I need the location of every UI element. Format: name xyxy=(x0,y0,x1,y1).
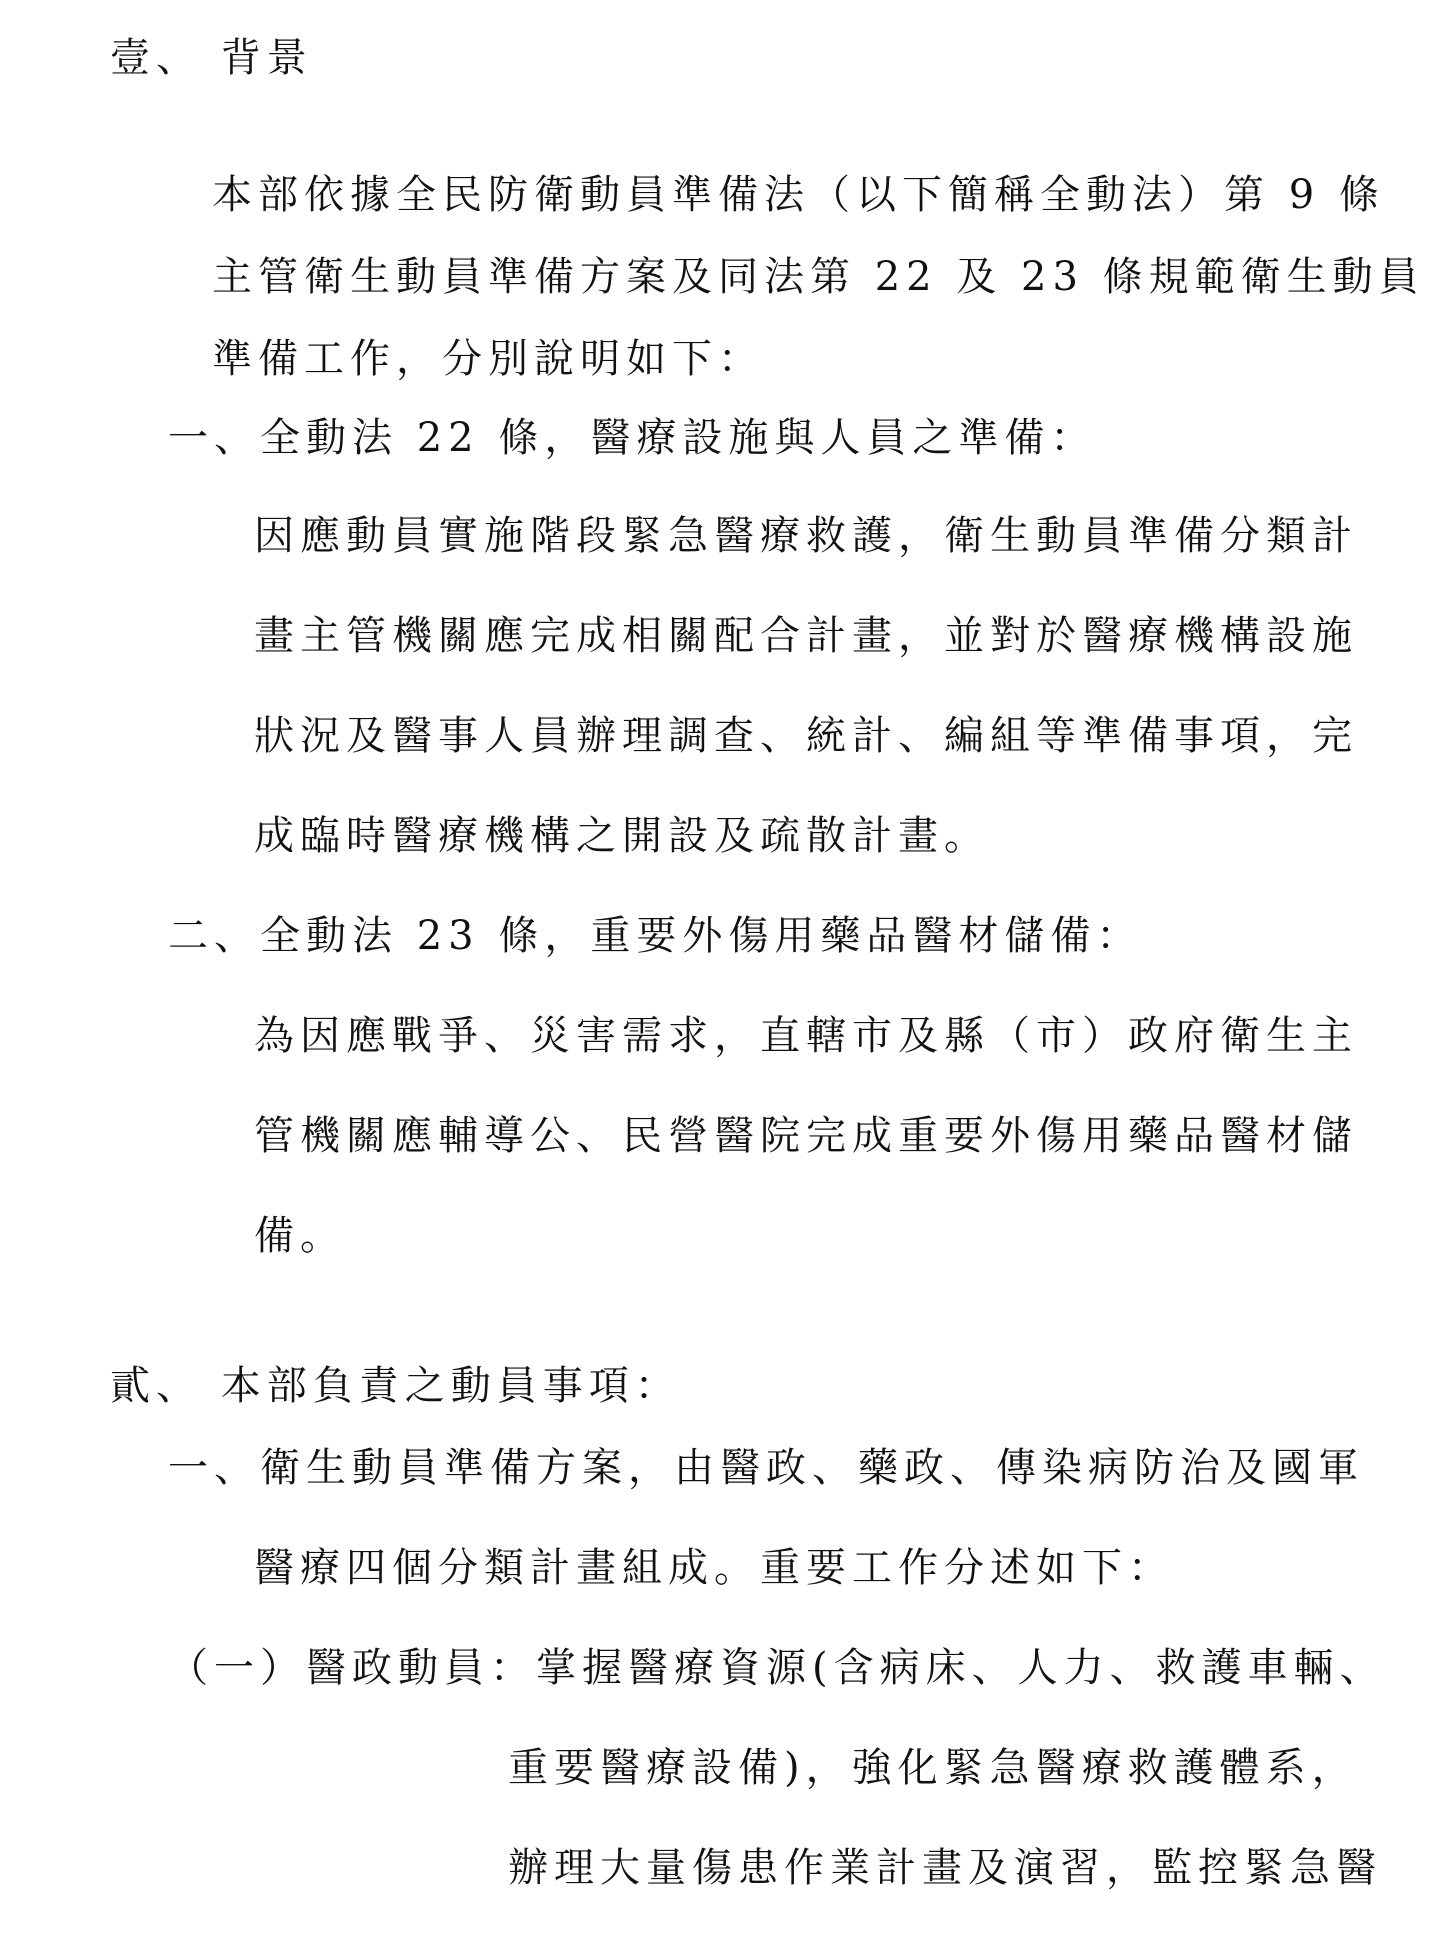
item-2-line-3: 備。 xyxy=(254,1213,346,1259)
subitem-1-line-3: 辦理大量傷患作業計畫及演習，監控緊急醫 xyxy=(508,1845,1382,1891)
intro-line-3: 準備工作，分別說明如下： xyxy=(212,336,764,382)
section-1-heading: 壹、 背景 xyxy=(110,35,313,81)
section-2-item-1-line-1: 一、衛生動員準備方案，由醫政、藥政、傳染病防治及國軍 xyxy=(168,1445,1364,1491)
item-1-line-3: 狀況及醫事人員辦理調查、統計、編組等準備事項，完 xyxy=(254,713,1358,759)
section-2-item-1-line-2: 醫療四個分類計畫組成。重要工作分述如下： xyxy=(254,1545,1174,1591)
intro-line-2: 主管衛生動員準備方案及同法第 22 及 23 條規範衛生動員 xyxy=(212,254,1425,300)
item-1-heading: 一、全動法 22 條，醫療設施與人員之準備： xyxy=(168,415,1097,461)
item-1-line-1: 因應動員實施階段緊急醫療救護，衛生動員準備分類計 xyxy=(254,513,1358,559)
intro-line-1: 本部依據全民防衛動員準備法（以下簡稱全動法）第 9 條 xyxy=(212,172,1385,218)
item-2-heading: 二、全動法 23 條，重要外傷用藥品醫材儲備： xyxy=(168,913,1143,959)
item-1-line-4: 成臨時醫療機構之開設及疏散計畫。 xyxy=(254,813,990,859)
subitem-1-line-1: （一）醫政動員：掌握醫療資源(含病床、人力、救護車輛、 xyxy=(168,1645,1386,1691)
section-2-heading: 貳、 本部負責之動員事項： xyxy=(110,1363,681,1409)
item-1-line-2: 畫主管機關應完成相關配合計畫，並對於醫療機構設施 xyxy=(254,613,1358,659)
subitem-1-line-2: 重要醫療設備)，強化緊急醫療救護體系， xyxy=(508,1745,1358,1791)
item-2-line-1: 為因應戰爭、災害需求，直轄市及縣（市）政府衛生主 xyxy=(254,1013,1358,1059)
item-2-line-2: 管機關應輔導公、民營醫院完成重要外傷用藥品醫材儲 xyxy=(254,1113,1358,1159)
